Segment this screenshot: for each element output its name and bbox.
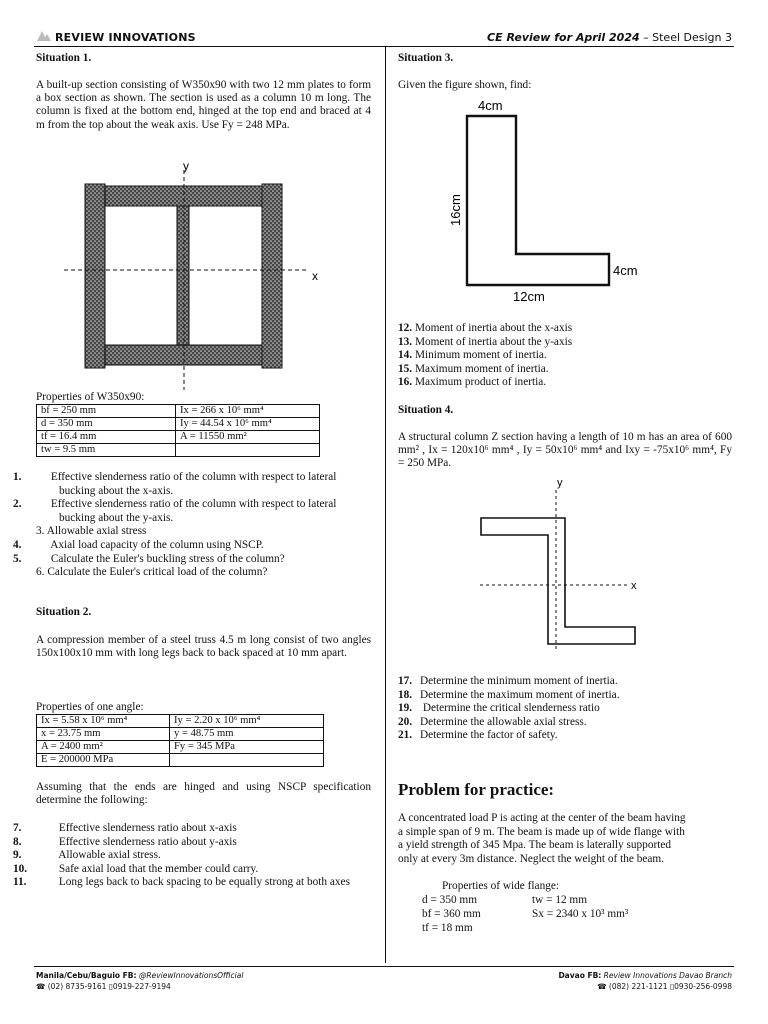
l-section-figure <box>440 94 640 310</box>
table-cell: Ix = 266 x 10⁶ mm⁴ <box>176 405 320 418</box>
z-shape <box>481 518 635 644</box>
header-title <box>487 31 732 44</box>
situation-3-heading: Situation 3. <box>398 52 454 64</box>
header-title-bold: CE Review for April 2024 <box>487 31 640 44</box>
practice-text: A concentrated load P is acting at the center of the beam having a simple span of 9 m. The beam is made up of wide flange with a yield strength of 345 Mpa. The beam is laterally supported only at every 3m distance. Neglect the weight of the beam. <box>398 812 686 865</box>
dim-right: 4cm <box>613 263 638 278</box>
list-item: 6. Calculate the Euler's critical load of the column? <box>36 566 268 579</box>
list-item: 14. Minimum moment of inertia. <box>398 349 547 362</box>
list-item: 8. Effective slenderness ratio about y-axis <box>13 835 237 848</box>
table-cell <box>170 754 324 767</box>
s2-question-list <box>13 822 371 890</box>
situation-4-text: A structural column Z section having a length of 10 m has an area of 600 mm² , Ix = 120x10⁶ mm⁴ , Iy = 50x10⁶ mm⁴ and Ixy = -75x10⁶ mm⁴, Fy = 250 MPa. <box>398 431 732 470</box>
practice-properties <box>422 894 628 935</box>
situation-2-heading: Situation 2. <box>36 606 92 618</box>
table-cell: A = 11550 mm² <box>176 431 320 444</box>
list-item: bf = 360 mm Sx = 2340 x 10³ mm³ <box>422 907 629 920</box>
footer-divider <box>34 966 734 967</box>
footer-right-facebook: Review Innovations Davao Branch <box>601 971 732 980</box>
footer-left-facebook: @ReviewInnovationsOfficial <box>136 971 244 980</box>
list-item: 15. Maximum moment of inertia. <box>398 362 549 375</box>
table-cell: A = 2400 mm² <box>37 741 170 754</box>
table-cell: Fy = 345 MPa <box>170 741 324 754</box>
footer-right <box>558 971 732 991</box>
left-plate <box>85 184 105 368</box>
x-axis-label: x <box>631 580 637 592</box>
l-shape <box>467 116 609 285</box>
list-item: 1. Effective slenderness ratio of the column with respect to lateral bucking about the x-axis. <box>13 471 337 497</box>
list-item: 11. Long legs back to back spacing to be equally strong at both axes <box>13 876 350 889</box>
situation-1-text: A built-up section consisting of W350x90 with two 12 mm plates to form a box section as shown. The section is used as a column 10 m long. The column is fixed at the bottom end, hinged at the top end and braced at 4 m from the top about the weak axis. Use Fy = 248 MPa. <box>36 79 371 131</box>
brand-name: REVIEW INNOVATIONS <box>55 31 196 44</box>
table-cell: bf = 250 mm <box>37 405 176 418</box>
table-cell: y = 48.75 mm <box>170 728 324 741</box>
list-item: 21. Determine the factor of safety. <box>398 729 558 742</box>
list-item: 7. Effective slenderness ratio about x-axis <box>13 822 237 834</box>
situation-3-text: Given the figure shown, find: <box>398 79 532 91</box>
list-item: 13. Moment of inertia about the y-axis <box>398 335 573 348</box>
table-row <box>37 754 324 767</box>
table-row <box>37 418 320 431</box>
header-divider <box>34 46 734 47</box>
situation-1-heading: Situation 1. <box>36 52 92 64</box>
footer-right-phone: ☎ (082) 221-1121 ▯0930-256-0998 <box>597 982 732 991</box>
table-row <box>37 444 320 457</box>
table-cell: tf = 16.4 mm <box>37 431 176 444</box>
situation-4-heading: Situation 4. <box>398 404 454 416</box>
list-item: 12. Moment of inertia about the x-axis <box>398 322 573 334</box>
s2-properties-table <box>36 714 324 767</box>
header-title-rest: – Steel Design 3 <box>639 31 732 44</box>
table-row <box>37 431 320 444</box>
list-item: 19. Determine the critical slenderness ratio <box>398 702 600 715</box>
y-axis-label: y <box>557 477 563 489</box>
box-section-figure <box>60 158 330 390</box>
s1-properties-table <box>36 404 320 457</box>
list-item: tf = 18 mm <box>422 921 473 934</box>
table-cell: d = 350 mm <box>37 418 176 431</box>
situation-2-text-2: Assuming that the ends are hinged and using NSCP specification determine the following: <box>36 781 371 807</box>
table-row <box>37 715 324 728</box>
list-item: 2. Effective slenderness ratio of the column with respect to lateral bucking about the y-axis. <box>13 498 337 524</box>
table-cell: x = 23.75 mm <box>37 728 170 741</box>
practice-heading: Problem for practice: <box>398 780 555 799</box>
list-item: 5. Calculate the Euler's buckling stress of the column? <box>13 552 285 565</box>
list-item: 4. Axial load capacity of the column using NSCP. <box>13 538 264 551</box>
table-row <box>37 405 320 418</box>
footer-right-location: Davao FB: <box>558 971 602 980</box>
web <box>177 206 189 345</box>
footer-left-phone: ☎ (02) 8735-9161 ▯0919-227-9194 <box>36 982 171 991</box>
dim-top: 4cm <box>478 98 503 113</box>
table-cell: Iy = 44.54 x 10⁶ mm⁴ <box>176 418 320 431</box>
footer-left <box>36 971 243 991</box>
z-section-figure <box>470 474 650 650</box>
s2-props-title: Properties of one angle: <box>36 701 144 713</box>
logo-icon <box>36 30 52 42</box>
column-divider <box>385 46 386 963</box>
table-cell: E = 200000 MPa <box>37 754 170 767</box>
s1-question-list <box>13 471 371 580</box>
list-item: 18. Determine the maximum moment of inertia. <box>398 688 620 701</box>
list-item: 17. Determine the minimum moment of inertia. <box>398 675 618 687</box>
practice-props-title: Properties of wide flange: <box>442 880 560 892</box>
table-row <box>37 741 324 754</box>
s1-props-title: Properties of W350x90: <box>36 391 145 403</box>
header-brand <box>36 30 196 44</box>
list-item: 16. Maximum product of inertia. <box>398 376 547 389</box>
table-cell: Ix = 5.58 x 10⁶ mm⁴ <box>37 715 170 728</box>
list-item: 9. Allowable axial stress. <box>13 849 161 862</box>
s3-question-list <box>398 322 572 390</box>
situation-2-text: A compression member of a steel truss 4.5 m long consist of two angles 150x100x10 mm with long legs back to back spaced at 10 mm apart. <box>36 634 371 660</box>
table-cell <box>176 444 320 457</box>
top-flange <box>105 186 262 206</box>
y-axis-label: y <box>183 159 189 173</box>
dim-bottom: 12cm <box>513 289 545 304</box>
list-item: d = 350 mm tw = 12 mm <box>422 894 588 906</box>
list-item: 20. Determine the allowable axial stress. <box>398 715 587 728</box>
footer-left-location: Manila/Cebu/Baguio FB: <box>36 971 137 980</box>
list-item: 10. Safe axial load that the member could carry. <box>13 862 259 875</box>
table-cell: tw = 9.5 mm <box>37 444 176 457</box>
right-plate <box>262 184 282 368</box>
table-cell: Iy = 2.20 x 10⁶ mm⁴ <box>170 715 324 728</box>
x-axis-label: x <box>312 269 318 283</box>
table-row <box>37 728 324 741</box>
list-item: 3. Allowable axial stress <box>36 525 147 538</box>
s4-question-list <box>398 675 620 743</box>
dim-height: 16cm <box>448 194 463 226</box>
